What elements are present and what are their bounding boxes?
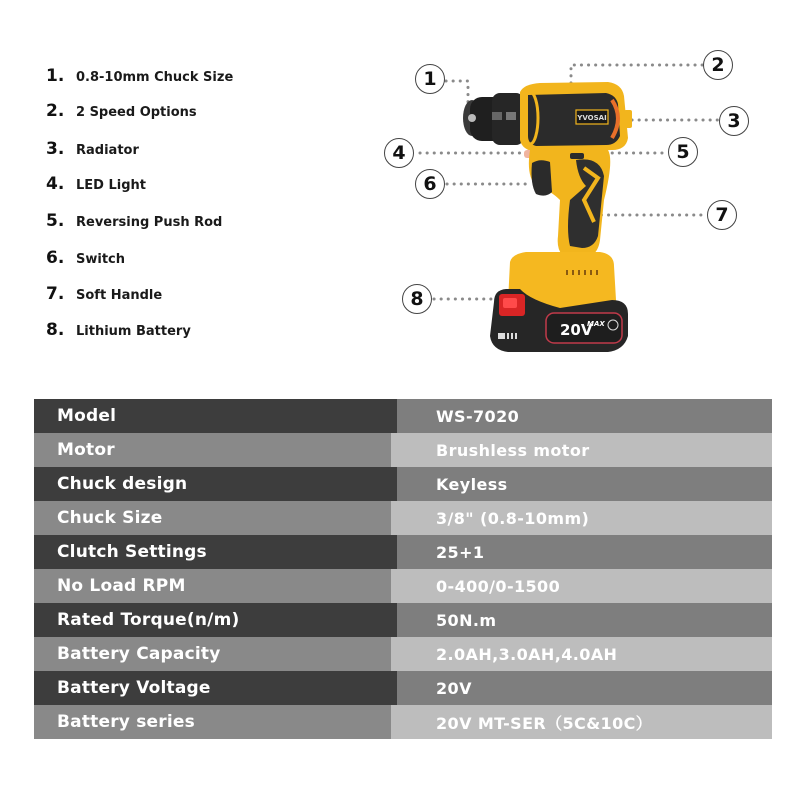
drill-handle [529,150,610,258]
spec-key: Battery Voltage [34,671,397,705]
svg-text:YVOSAI: YVOSAI [577,114,607,122]
feature-number: 6. [46,248,65,268]
spec-table [34,399,772,739]
feature-label: LED Light [76,178,146,193]
table-row [34,467,772,501]
callout-3: 3 [719,106,749,136]
feature-label: 0.8-10mm Chuck Size [76,70,234,85]
reversing-rod-icon [570,153,584,159]
table-row [34,671,772,705]
spec-value: 3/8" (0.8-10mm) [391,501,772,535]
feature-number: 8. [46,320,65,340]
feature-number: 5. [46,211,65,231]
spec-value: 0-400/0-1500 [391,569,772,603]
feature-number: 7. [46,284,65,304]
drill-head [520,82,632,152]
feature-label: 2 Speed Options [76,105,197,120]
spec-value: 20V MT-SER（5C&10C） [391,705,772,739]
callout-5: 5 [668,137,698,167]
feature-number: 1. [46,66,65,86]
feature-number: 3. [46,139,65,159]
switch-trigger-icon [532,160,553,195]
spec-value: 2.0AH,3.0AH,4.0AH [391,637,772,671]
spec-key: No Load RPM [34,569,391,603]
feature-label: Radiator [76,143,139,158]
spec-key: Rated Torque(n/m) [34,603,397,637]
table-row [34,501,772,535]
spec-key: Motor [34,433,391,467]
chuck-icon [463,93,524,145]
spec-value: 50N.m [397,603,772,637]
feature-number: 2. [46,101,65,121]
callout-1: 1 [415,64,445,94]
spec-key: Battery series [34,705,391,739]
spec-key: Clutch Settings [34,535,397,569]
svg-text:20V: 20V [560,321,593,339]
feature-label: Switch [76,252,126,267]
feature-label: Soft Handle [76,288,163,303]
spec-value: Keyless [397,467,772,501]
table-row [34,603,772,637]
callout-7: 7 [707,200,737,230]
table-row [34,535,772,569]
table-row [34,705,772,739]
feature-number: 4. [46,174,65,194]
callout-4: 4 [384,138,414,168]
table-row [34,433,772,467]
feature-label: Reversing Push Rod [76,215,223,230]
table-row [34,637,772,671]
spec-value: 20V [397,671,772,705]
spec-key: Chuck Size [34,501,391,535]
table-row [34,569,772,603]
callout-8: 8 [402,284,432,314]
feature-label: Lithium Battery [76,324,191,339]
callout-6: 6 [415,169,445,199]
spec-key: Chuck design [34,467,397,501]
spec-value: WS-7020 [397,399,772,433]
callout-2: 2 [703,50,733,80]
spec-value: 25+1 [397,535,772,569]
spec-value: Brushless motor [391,433,772,467]
drill-illustration [0,0,800,380]
spec-key: Battery Capacity [34,637,391,671]
svg-text:MAX: MAX [587,320,605,328]
spec-key: Model [34,399,397,433]
table-row [34,399,772,433]
